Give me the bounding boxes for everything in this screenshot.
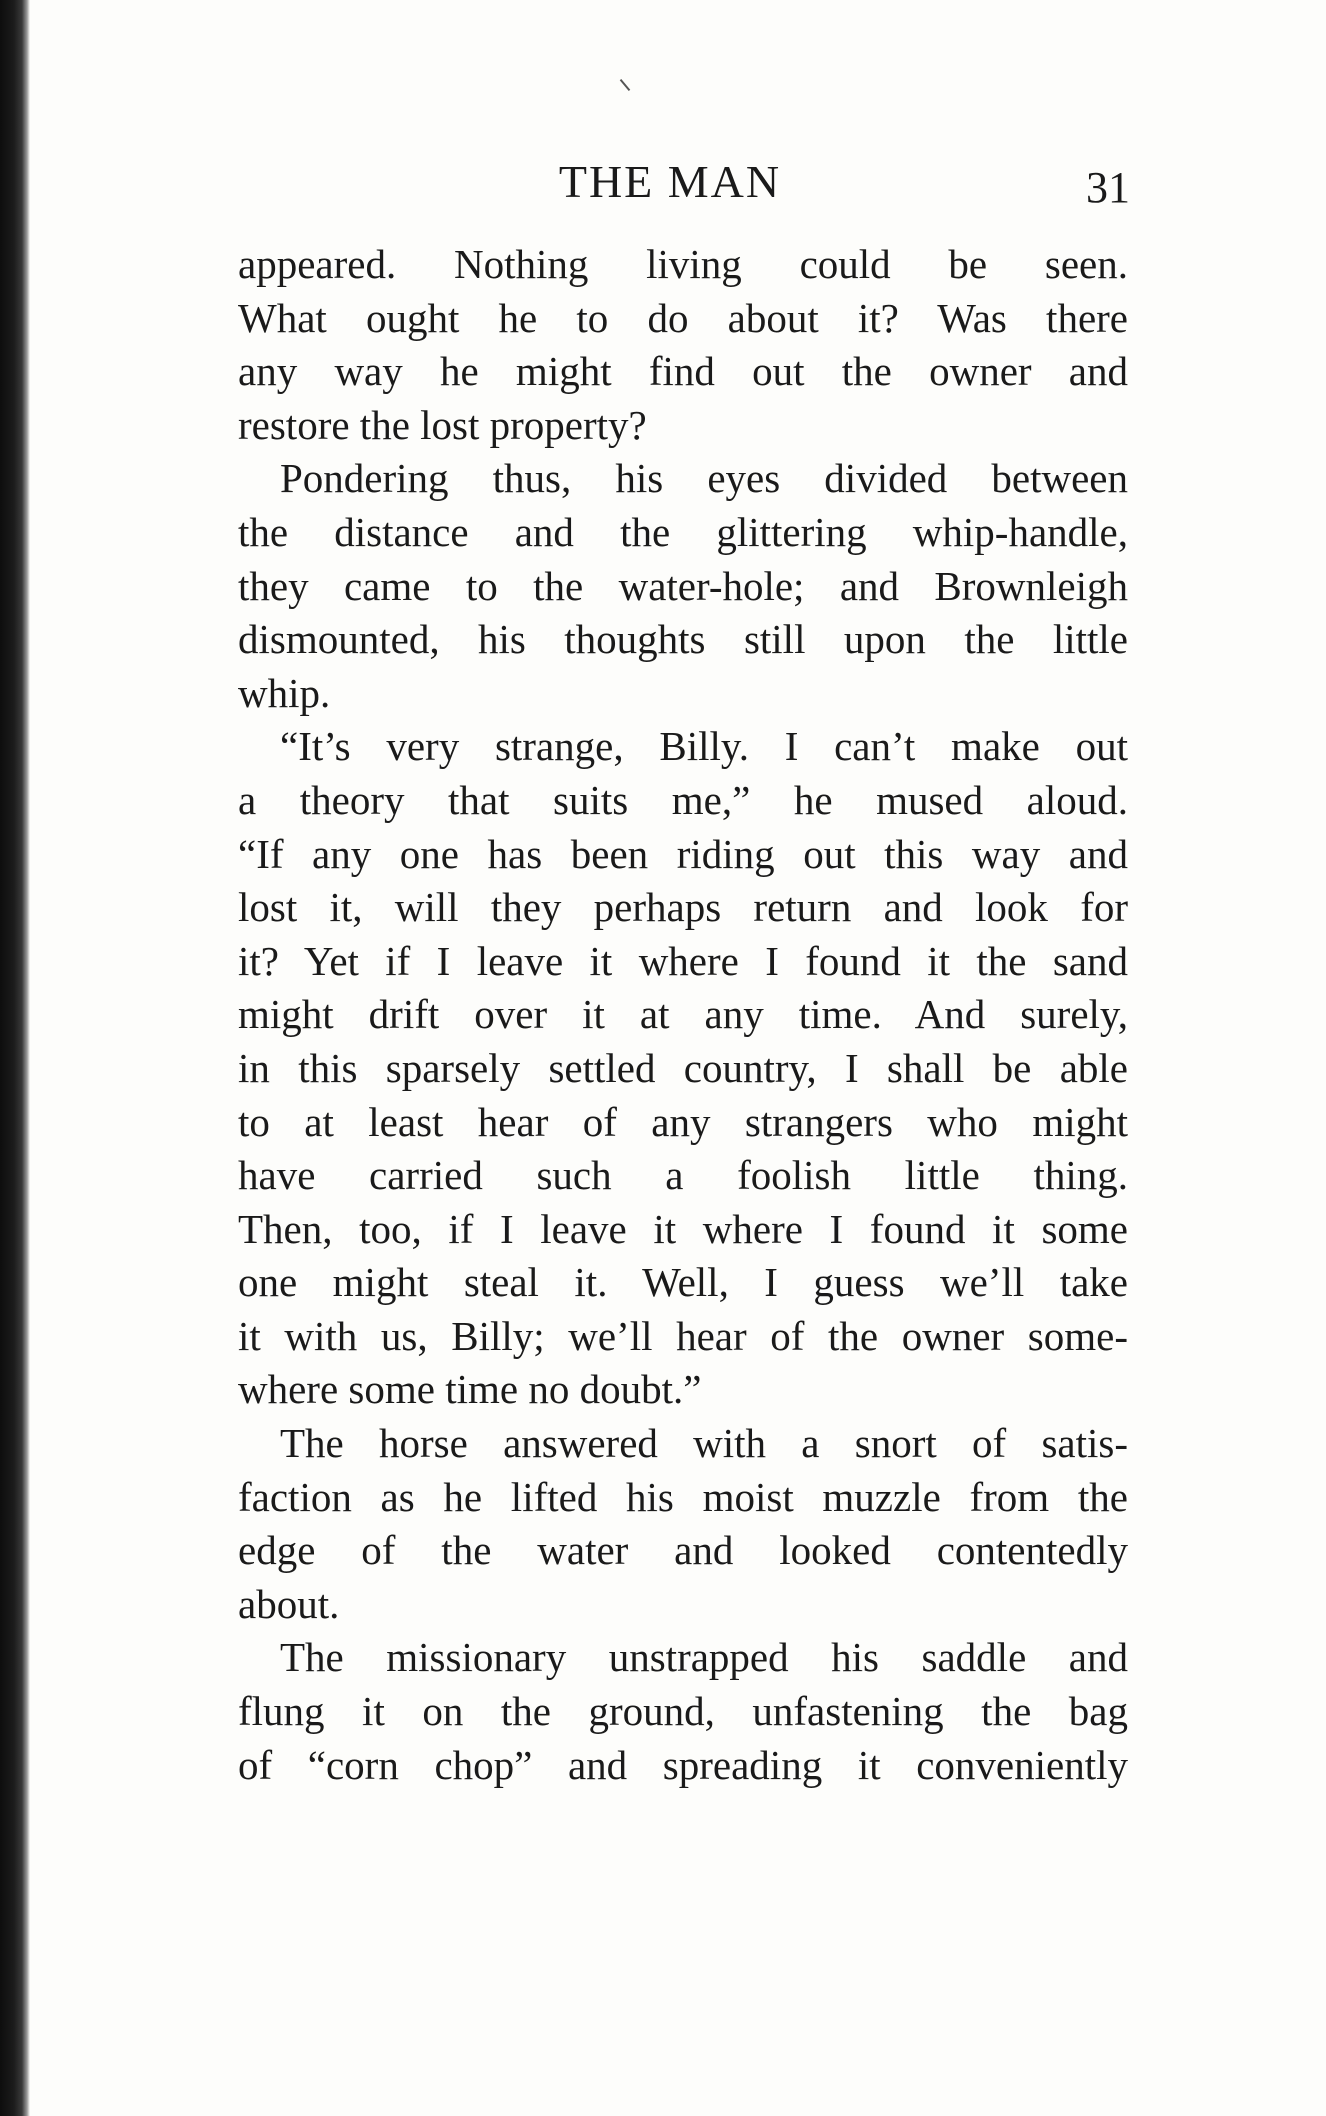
text-line: edge of the water and looked contentedly [238, 1527, 1128, 1574]
text-line: a theory that suits me,” he mused aloud. [238, 776, 1128, 823]
text-line: faction as he lifted his moist muzzle from the [238, 1473, 1128, 1520]
text-line: flung it on the ground, unfastening the bag [238, 1688, 1128, 1735]
text-line: the distance and the glittering whip-handle, [238, 508, 1128, 555]
text-line: What ought he to do about it? Was there [238, 294, 1128, 341]
text-line: it? Yet if I leave it where I found it the sand [238, 937, 1128, 984]
text-line: might drift over it at any time. And surely, [238, 991, 1128, 1038]
text-line: “If any one has been riding out this way and [238, 830, 1128, 877]
text-line: any way he might find out the owner and [238, 348, 1128, 395]
page-number: 31 [1086, 163, 1130, 212]
scan-mark [620, 79, 631, 91]
text-line: in this sparsely settled country, I shall be able [238, 1044, 1128, 1091]
text-line: dismounted, his thoughts still upon the little [238, 616, 1128, 663]
running-title: THE MAN [558, 156, 782, 207]
text-line: Then, too, if I leave it where I found it some [238, 1205, 1128, 1252]
text-line: one might steal it. Well, I guess we’ll take [238, 1259, 1128, 1306]
text-line: restore the lost property? [238, 401, 647, 448]
body-text [238, 238, 1128, 1792]
running-head [0, 152, 1326, 212]
text-line: “It’s very strange, Billy. I can’t make out [280, 723, 1128, 770]
text-line: it with us, Billy; we’ll hear of the owner some- [238, 1312, 1128, 1359]
text-line: to at least hear of any strangers who might [238, 1098, 1128, 1145]
text-line: Pondering thus, his eyes divided between [280, 455, 1128, 502]
text-line: The missionary unstrapped his saddle and [280, 1634, 1128, 1681]
text-line: appeared. Nothing living could be seen. [238, 241, 1128, 287]
text-line: of “corn chop” and spreading it conveniently [238, 1741, 1128, 1788]
text-line: about. [238, 1580, 340, 1627]
binding-edge [0, 0, 30, 2116]
text-line: lost it, will they perhaps return and look for [238, 884, 1128, 931]
text-line: have carried such a foolish little thing. [238, 1152, 1128, 1199]
text-line: they came to the water-hole; and Brownleigh [238, 562, 1128, 609]
text-line: whip. [238, 669, 331, 716]
text-line: where some time no doubt.” [238, 1366, 702, 1413]
text-line: The horse answered with a snort of satis- [280, 1420, 1128, 1467]
